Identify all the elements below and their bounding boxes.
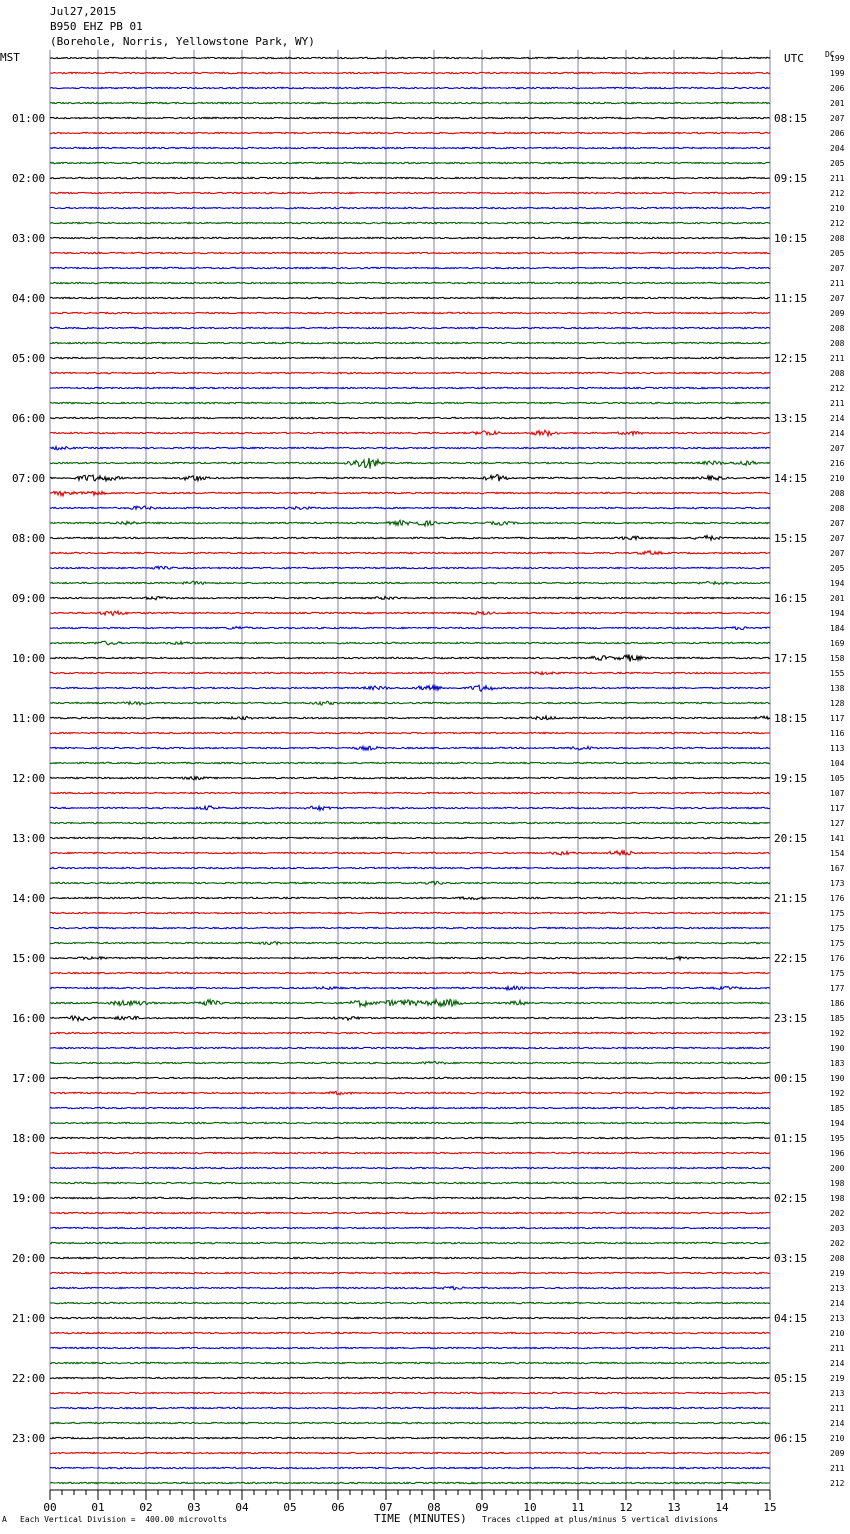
seismic-trace xyxy=(50,1482,770,1483)
utc-hour-label: 10:15 xyxy=(774,232,808,245)
mst-hour-label: 19:00 xyxy=(12,1192,46,1205)
dc-offset-label: 214 xyxy=(830,429,845,438)
seismic-trace xyxy=(50,282,770,283)
seismic-trace xyxy=(50,912,770,913)
seismic-trace xyxy=(50,1407,770,1408)
seismic-trace xyxy=(50,1422,770,1423)
dc-offset-label: 190 xyxy=(830,1044,845,1053)
x-tick-label: 12 xyxy=(619,1501,633,1514)
dc-offset-label: 117 xyxy=(830,714,845,723)
utc-hour-label: 00:15 xyxy=(774,1072,808,1085)
dc-offset-label: 198 xyxy=(830,1179,845,1188)
mst-hour-label: 15:00 xyxy=(12,952,46,965)
seismic-trace xyxy=(50,177,770,178)
x-tick-label: 13 xyxy=(667,1501,681,1514)
dc-offset-label: 169 xyxy=(830,639,845,648)
dc-offset-label: 138 xyxy=(830,684,845,693)
dc-offset-label: 117 xyxy=(830,804,845,813)
seismic-trace xyxy=(50,581,770,584)
dc-offset-label: 116 xyxy=(830,729,845,738)
seismic-trace xyxy=(50,1347,770,1348)
dc-offset-label: 107 xyxy=(830,789,845,798)
clip-note: Traces clipped at plus/minus 5 vertical divisions xyxy=(482,1515,719,1524)
time-grid xyxy=(50,50,770,1493)
dc-offset-label: 212 xyxy=(830,384,845,393)
seismic-trace xyxy=(50,387,770,388)
utc-hour-label: 01:15 xyxy=(774,1132,808,1145)
utc-hour-label: 23:15 xyxy=(774,1012,808,1025)
mst-axis-label: MST xyxy=(0,51,20,64)
dc-offset-label: 214 xyxy=(830,1359,845,1368)
dc-offset-label: 207 xyxy=(830,444,845,453)
seismic-trace xyxy=(50,372,770,373)
dc-offset-label: 175 xyxy=(830,924,845,933)
seismic-trace xyxy=(50,927,770,928)
seismic-trace xyxy=(50,850,770,855)
dc-offset-label: 207 xyxy=(830,294,845,303)
dc-offset-label: 194 xyxy=(830,579,845,588)
seismic-trace xyxy=(50,506,770,509)
dc-offset-label: 203 xyxy=(830,1224,845,1233)
seismic-trace xyxy=(50,1212,770,1213)
dc-offset-label: 210 xyxy=(830,474,845,483)
seismic-trace xyxy=(50,792,770,793)
seismic-trace xyxy=(50,1107,770,1108)
mst-hour-label: 17:00 xyxy=(12,1072,46,1085)
seismic-trace xyxy=(50,536,770,541)
seismic-trace xyxy=(50,1317,770,1318)
x-tick-label: 07 xyxy=(379,1501,393,1514)
dc-offset-label: 205 xyxy=(830,564,845,573)
seismic-trace xyxy=(50,881,770,884)
dc-offset-label: 113 xyxy=(830,744,845,753)
seismic-trace xyxy=(50,1302,770,1303)
dc-offset-label: 154 xyxy=(830,849,845,858)
utc-hour-label: 14:15 xyxy=(774,472,808,485)
dc-offset-label: 127 xyxy=(830,819,845,828)
seismic-trace xyxy=(50,1032,770,1033)
seismic-trace xyxy=(50,837,770,838)
dc-offset-label: 175 xyxy=(830,969,845,978)
utc-hour-label: UTC xyxy=(784,52,804,65)
dc-offset-label: 194 xyxy=(830,1119,845,1128)
seismic-trace xyxy=(50,491,770,496)
seismic-trace xyxy=(50,72,770,73)
dc-offset-label: 211 xyxy=(830,1404,845,1413)
seismic-trace xyxy=(50,1016,770,1021)
seismic-trace xyxy=(50,596,770,599)
dc-offset-label: 205 xyxy=(830,159,845,168)
dc-offset-label: 209 xyxy=(830,1449,845,1458)
dc-offset-label: 210 xyxy=(830,1329,845,1338)
dc-offset-label: 213 xyxy=(830,1284,845,1293)
seismic-trace xyxy=(50,1197,770,1198)
utc-hour-label: 08:15 xyxy=(774,112,808,125)
mst-hour-label: 02:00 xyxy=(12,172,46,185)
seismic-trace xyxy=(50,417,770,418)
x-tick-label: 05 xyxy=(283,1501,297,1514)
seismic-trace xyxy=(50,430,770,436)
dc-offset-label: 211 xyxy=(830,399,845,408)
mst-hour-label: 04:00 xyxy=(12,292,46,305)
x-tick-label: 01 xyxy=(91,1501,105,1514)
dc-offset-label: 211 xyxy=(830,1344,845,1353)
dc-offset-label: 192 xyxy=(830,1029,845,1038)
mst-hour-label: 12:00 xyxy=(12,772,46,785)
seismic-trace xyxy=(50,627,770,630)
seismic-trace xyxy=(50,1286,770,1289)
seismic-trace xyxy=(50,475,770,482)
dc-offset-label: 208 xyxy=(830,234,845,243)
seismic-trace xyxy=(50,611,770,615)
dc-offset-label: 216 xyxy=(830,459,845,468)
seismic-trace xyxy=(50,1257,770,1258)
mst-hour-label: 10:00 xyxy=(12,652,46,665)
seismic-trace xyxy=(50,192,770,193)
x-tick-label: 02 xyxy=(139,1501,153,1514)
dc-offset-label: 208 xyxy=(830,1254,845,1263)
dc-offset-label: 208 xyxy=(830,324,845,333)
x-tick-label: 08 xyxy=(427,1501,441,1514)
seismic-trace xyxy=(50,654,770,661)
mst-hour-label: 21:00 xyxy=(12,1312,46,1325)
seismic-trace xyxy=(50,1332,770,1333)
seismic-trace xyxy=(50,1242,770,1243)
dc-offset-label: 211 xyxy=(830,279,845,288)
seismic-trace xyxy=(50,1091,770,1095)
trace-group xyxy=(50,54,845,1488)
seismic-trace xyxy=(50,806,770,811)
dc-offset-label: 219 xyxy=(830,1374,845,1383)
seismic-trace xyxy=(50,746,770,750)
mst-hour-label: 01:00 xyxy=(12,112,46,125)
dc-offset-label: 105 xyxy=(830,774,845,783)
utc-hour-label: 22:15 xyxy=(774,952,808,965)
dc-offset-label: 175 xyxy=(830,909,845,918)
dc-offset-label: 175 xyxy=(830,939,845,948)
dc-offset-label: 173 xyxy=(830,879,845,888)
dc-offset-label: 208 xyxy=(830,489,845,498)
dc-offset-label: 198 xyxy=(830,1194,845,1203)
mst-hour-label: 13:00 xyxy=(12,832,46,845)
scale-note: Each Vertical Division = 400.00 microvolts xyxy=(20,1515,228,1524)
seismic-trace xyxy=(50,867,770,868)
dc-offset-label: 104 xyxy=(830,759,845,768)
x-tick-label: 06 xyxy=(331,1501,345,1514)
dc-offset-label: 210 xyxy=(830,1434,845,1443)
seismic-trace xyxy=(50,986,770,990)
mst-hour-label: 20:00 xyxy=(12,1252,46,1265)
dc-offset-label: 208 xyxy=(830,504,845,513)
seismic-trace xyxy=(50,312,770,313)
seismic-trace xyxy=(50,207,770,208)
seismic-trace xyxy=(50,1167,770,1168)
dc-offset-label: 190 xyxy=(830,1074,845,1083)
seismic-trace xyxy=(50,297,770,298)
seismic-trace xyxy=(50,87,770,88)
dc-offset-label: 194 xyxy=(830,609,845,618)
utc-hour-label: 04:15 xyxy=(774,1312,808,1325)
mst-hour-label: 16:00 xyxy=(12,1012,46,1025)
dc-offset-label: 207 xyxy=(830,264,845,273)
dc-offset-label: 212 xyxy=(830,219,845,228)
dc-offset-label: 211 xyxy=(830,174,845,183)
dc-offset-label: 204 xyxy=(830,144,845,153)
utc-hour-label: 16:15 xyxy=(774,592,808,605)
seismic-trace xyxy=(50,57,770,58)
dc-offset-label: 141 xyxy=(830,834,845,843)
x-tick-label: 11 xyxy=(571,1501,585,1514)
dc-offset-label: 183 xyxy=(830,1059,845,1068)
seismic-trace xyxy=(50,972,770,973)
utc-hour-label: 18:15 xyxy=(774,712,808,725)
chart-location: (Borehole, Norris, Yellowstone Park, WY) xyxy=(50,35,315,48)
seismic-trace xyxy=(50,999,770,1006)
dc-offset-label: 211 xyxy=(830,354,845,363)
x-tick-label: 04 xyxy=(235,1501,249,1514)
dc-offset-label: 128 xyxy=(830,699,845,708)
mst-hour-label: 22:00 xyxy=(12,1372,46,1385)
dc-offset-label: 211 xyxy=(830,1464,845,1473)
seismic-trace xyxy=(50,897,770,900)
seismic-trace xyxy=(50,641,770,645)
seismic-trace xyxy=(50,102,770,103)
utc-hour-label: 06:15 xyxy=(774,1432,808,1445)
seismic-trace xyxy=(50,822,770,823)
utc-hour-label: 13:15 xyxy=(774,412,808,425)
mst-hour-label: 23:00 xyxy=(12,1432,46,1445)
seismic-trace xyxy=(50,1122,770,1123)
seismic-trace xyxy=(50,1061,770,1064)
seismic-trace xyxy=(50,1437,770,1438)
mst-hour-label: 07:00 xyxy=(12,472,46,485)
dc-offset-label: 158 xyxy=(830,654,845,663)
dc-offset-label: 214 xyxy=(830,1299,845,1308)
dc-offset-label: 210 xyxy=(830,204,845,213)
dc-offset-label: 213 xyxy=(830,1389,845,1398)
seismic-trace xyxy=(50,520,770,526)
dc-offset-label: 200 xyxy=(830,1164,845,1173)
dc-offset-label: 207 xyxy=(830,549,845,558)
seismic-trace xyxy=(50,566,770,569)
seismic-trace xyxy=(50,237,770,238)
mst-hour-label: 14:00 xyxy=(12,892,46,905)
x-tick-label: 09 xyxy=(475,1501,489,1514)
dc-offset-label: 155 xyxy=(830,669,845,678)
seismic-trace xyxy=(50,777,770,780)
dc-offset-label: 212 xyxy=(830,1479,845,1488)
seismic-trace xyxy=(50,957,770,960)
x-tick-label: 15 xyxy=(763,1501,777,1514)
x-tick-label: 03 xyxy=(187,1501,201,1514)
seismic-trace xyxy=(50,1272,770,1273)
dc-offset-label: 177 xyxy=(830,984,845,993)
mst-hour-label: 18:00 xyxy=(12,1132,46,1145)
seismic-trace xyxy=(50,222,770,223)
mst-hour-label: 06:00 xyxy=(12,412,46,425)
dc-offset-label: 208 xyxy=(830,369,845,378)
corner-mark: A xyxy=(2,1515,7,1524)
dc-offset-label: 199 xyxy=(830,69,845,78)
dc-offset-label: 176 xyxy=(830,894,845,903)
utc-hour-label: 20:15 xyxy=(774,832,808,845)
seismic-trace xyxy=(50,1137,770,1138)
dc-offset-label: 167 xyxy=(830,864,845,873)
dc-offset-label: 192 xyxy=(830,1089,845,1098)
seismic-trace xyxy=(50,1452,770,1453)
dc-offset-label: 186 xyxy=(830,999,845,1008)
seismic-trace xyxy=(50,447,770,450)
dc-offset-label: 195 xyxy=(830,1134,845,1143)
seismic-trace xyxy=(50,762,770,763)
seismic-trace xyxy=(50,1077,770,1078)
dc-offset-label: 213 xyxy=(830,1314,845,1323)
dc-offset-label: 184 xyxy=(830,624,845,633)
dc-offset-label: 206 xyxy=(830,129,845,138)
dc-offset-label: 209 xyxy=(830,309,845,318)
mst-hour-label: 09:00 xyxy=(12,592,46,605)
seismic-trace xyxy=(50,162,770,163)
dc-offset-label: 207 xyxy=(830,534,845,543)
seismic-trace xyxy=(50,357,770,358)
x-axis-title: TIME (MINUTES) xyxy=(374,1512,467,1525)
dc-offset-label: 205 xyxy=(830,249,845,258)
utc-hour-label: 17:15 xyxy=(774,652,808,665)
seismic-trace xyxy=(50,402,770,403)
x-tick-label: 14 xyxy=(715,1501,729,1514)
x-tick-label: 00 xyxy=(43,1501,57,1514)
seismic-trace xyxy=(50,342,770,343)
seismic-trace xyxy=(50,117,770,118)
seismic-trace xyxy=(50,1392,770,1393)
dc-offset-label: 185 xyxy=(830,1014,845,1023)
dc-offset-label: 202 xyxy=(830,1239,845,1248)
dc-offset-label: 214 xyxy=(830,414,845,423)
seismic-trace xyxy=(50,1377,770,1378)
dc-offset-label: 201 xyxy=(830,594,845,603)
dc-offset-label: 201 xyxy=(830,99,845,108)
dc-offset-label: 196 xyxy=(830,1149,845,1158)
utc-hour-label: 19:15 xyxy=(774,772,808,785)
dc-offset-label: 206 xyxy=(830,84,845,93)
dc-offset-label: 212 xyxy=(830,189,845,198)
utc-hour-label: 21:15 xyxy=(774,892,808,905)
seismic-trace xyxy=(50,551,770,555)
utc-hour-label: 12:15 xyxy=(774,352,808,365)
seismic-trace xyxy=(50,716,770,720)
utc-hour-label: 11:15 xyxy=(774,292,808,305)
seismic-trace xyxy=(50,1227,770,1228)
mst-hour-label: 03:00 xyxy=(12,232,46,245)
seismic-trace xyxy=(50,1362,770,1363)
x-tick-label: 10 xyxy=(523,1501,537,1514)
seismic-trace xyxy=(50,458,770,469)
dc-offset-label: 199 xyxy=(830,54,845,63)
utc-hour-label: 09:15 xyxy=(774,172,808,185)
utc-hour-label: 02:15 xyxy=(774,1192,808,1205)
seismic-trace xyxy=(50,701,770,705)
dc-offset-label: 208 xyxy=(830,339,845,348)
dc-offset-label: 214 xyxy=(830,1419,845,1428)
seismic-trace xyxy=(50,252,770,253)
utc-hour-label: 15:15 xyxy=(774,532,808,545)
utc-hour-label: 05:15 xyxy=(774,1372,808,1385)
dc-offset-label: 176 xyxy=(830,954,845,963)
seismic-trace xyxy=(50,267,770,268)
dc-offset-label: 219 xyxy=(830,1269,845,1278)
utc-hour-label: 03:15 xyxy=(774,1252,808,1265)
seismic-trace xyxy=(50,941,770,944)
seismic-trace xyxy=(50,1152,770,1153)
dc-offset-label: 185 xyxy=(830,1104,845,1113)
dc-offset-label: 207 xyxy=(830,519,845,528)
seismic-trace xyxy=(50,1047,770,1048)
mst-hour-label: 05:00 xyxy=(12,352,46,365)
seismic-trace xyxy=(50,1182,770,1183)
seismic-trace xyxy=(50,685,770,691)
seismic-trace xyxy=(50,132,770,133)
dc-offset-label: 202 xyxy=(830,1209,845,1218)
chart-station: B950 EHZ PB 01 xyxy=(50,20,143,33)
mst-hour-label: 11:00 xyxy=(12,712,46,725)
time-axis xyxy=(43,1490,776,1514)
seismic-trace xyxy=(50,672,770,675)
seismic-trace xyxy=(50,147,770,148)
seismic-trace xyxy=(50,1467,770,1468)
dc-axis-label: DC xyxy=(825,50,835,59)
dc-offset-label: 207 xyxy=(830,114,845,123)
seismic-trace xyxy=(50,327,770,328)
mst-hour-label: 08:00 xyxy=(12,532,46,545)
seismic-trace xyxy=(50,732,770,733)
chart-date: Jul27,2015 xyxy=(50,5,117,18)
